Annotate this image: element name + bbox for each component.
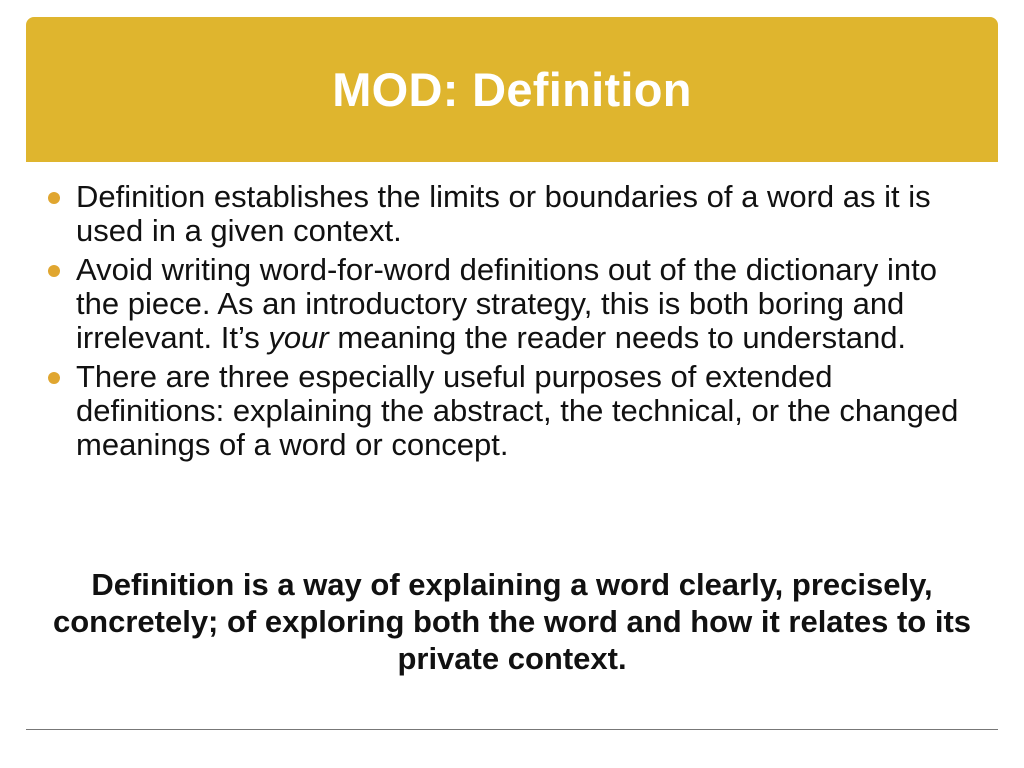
emphasized-word: your	[268, 320, 329, 355]
footer-divider	[26, 729, 998, 730]
title-bar	[26, 17, 998, 162]
bullet-dot-icon	[48, 192, 60, 204]
bullet-text: There are three especially useful purposes of extended definitions: explaining the abstract, the technical, or the changed meanings of a word or concept.	[76, 359, 959, 462]
slide-title: MOD: Definition	[332, 63, 692, 116]
bullet-item	[48, 360, 988, 462]
bullet-dot-icon	[48, 265, 60, 277]
bullet-text	[76, 252, 937, 355]
bullet-item	[48, 253, 988, 355]
bullet-item	[48, 180, 988, 248]
bullet-list	[48, 180, 988, 467]
bullet-text: Definition establishes the limits or boundaries of a word as it is used in a given context.	[76, 179, 931, 248]
bullet-dot-icon	[48, 372, 60, 384]
bullet-text-before: Avoid writing word-for-word definitions out of the dictionary into the piece. As an introductory strategy, this is both boring and irrelevant. It’s	[76, 252, 937, 355]
bullet-text-after: meaning the reader needs to understand.	[328, 320, 907, 355]
callout-statement: Definition is a way of explaining a word clearly, precisely, concretely; of exploring both the word and how it relates to its private context.	[52, 567, 972, 676]
